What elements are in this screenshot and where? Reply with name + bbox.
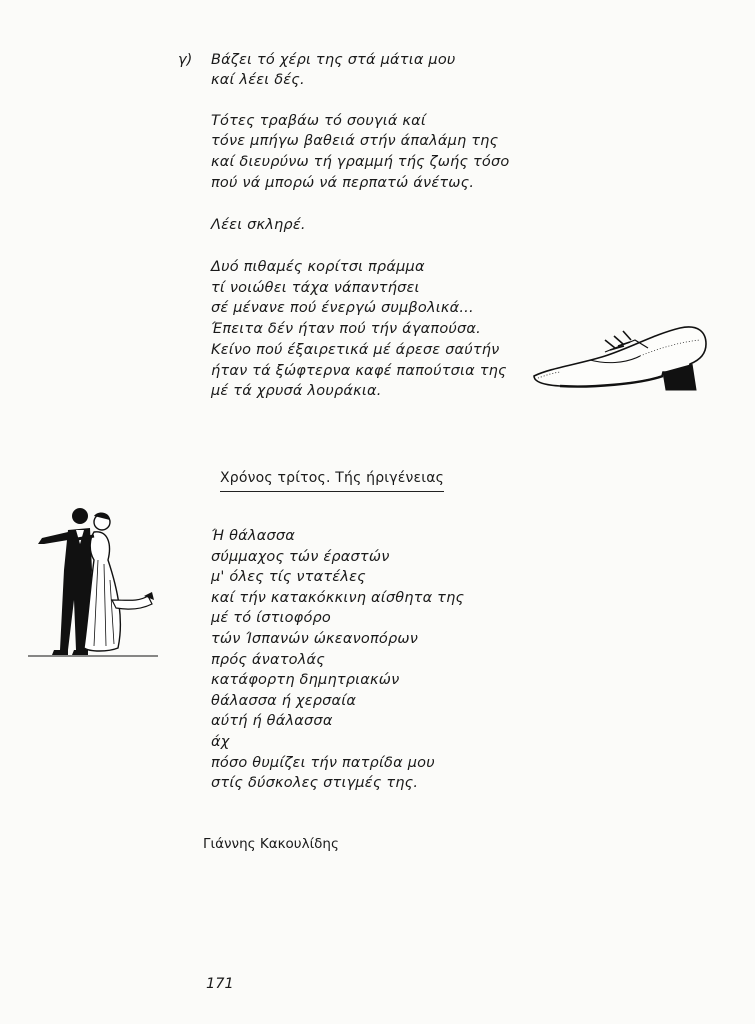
poem-line: Ή θάλασσα <box>211 528 296 544</box>
poem-line: τών Ίσπανών ώκεανοπόρων <box>211 631 419 647</box>
poem-line: Έπειτα δέν ήταν πού τήν άγαπούσα. <box>211 321 481 337</box>
poem-line: σέ μένανε πού ένεργώ συμβολικά... <box>211 300 474 316</box>
poem-line: μ' όλες τίς ντατέλες <box>211 569 366 585</box>
poem-line: κατάφορτη δημητριακών <box>211 672 400 688</box>
section-marker: γ) <box>178 52 193 68</box>
poem-line: στίς δύσκολες στιγμές της. <box>211 775 419 791</box>
dancing-couple-illustration <box>28 500 158 662</box>
poem-line: σύμμαχος τών έραστών <box>211 549 390 565</box>
poem-line: μέ τά χρυσά λουράκια. <box>211 383 382 399</box>
poem-line: τόνε μπήγω βαθειά στήν άπαλάμη της <box>211 133 499 149</box>
poem-line: Τότες τραβάω τό σουγιά καί <box>211 113 426 129</box>
poem-line: Βάζει τό χέρι της στά μάτια μου <box>211 52 456 68</box>
poem-line: αύτή ή θάλασσα <box>211 713 333 729</box>
poem-line: θάλασσα ή χερσαία <box>211 693 357 709</box>
author-name: Γιάννης Κακουλίδης <box>203 836 339 852</box>
poem-line: πρός άνατολάς <box>211 652 325 668</box>
poem-line: άχ <box>211 734 230 750</box>
poem-line: μέ τό ίστιοφόρο <box>211 610 331 626</box>
poem-line: καί τήν κατακόκκινη αίσθητα της <box>211 590 465 606</box>
poem-line: καί διευρύνω τή γραμμή τής ζωής τόσο <box>211 154 510 170</box>
poem-line: πού νά μπορώ νά περπατώ άνέτως. <box>211 175 475 191</box>
poem-line: ήταν τά ξώφτερνα καφέ παπούτσια της <box>211 363 507 379</box>
poem-line: καί λέει δές. <box>211 72 305 88</box>
poem-line: τί νοιώθει τάχα νάπαντήσει <box>211 280 420 296</box>
page-number: 171 <box>206 976 234 992</box>
poem-line: Κείνο πού έξαιρετικά μέ άρεσε σαύτήν <box>211 342 500 358</box>
shoe-illustration <box>530 318 710 394</box>
poem-line: πόσο θυμίζει τήν πατρίδα μου <box>211 755 435 771</box>
poem-line: Λέει σκληρέ. <box>211 217 306 233</box>
section-title: Χρόνος τρίτος. Τής ήριγένειας <box>220 470 444 492</box>
poem-line: Δυό πιθαμές κορίτσι πράμμα <box>211 259 425 275</box>
